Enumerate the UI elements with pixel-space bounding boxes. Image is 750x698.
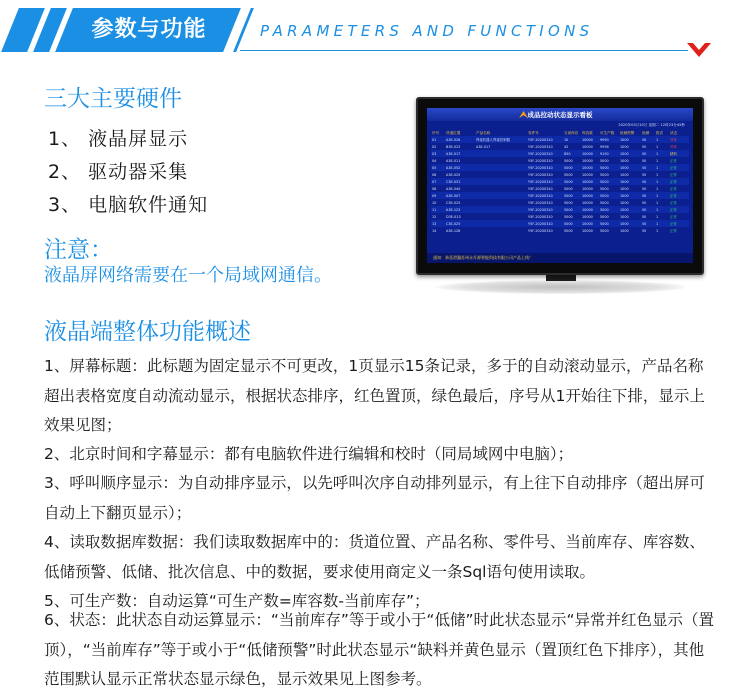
table-cell: Y5F-20200310 — [527, 227, 563, 234]
table-cell: 5000 — [563, 178, 581, 185]
table-header-cell: 可生产数 — [600, 130, 615, 135]
table-row — [431, 227, 689, 234]
table-cell: 5000 — [599, 178, 619, 185]
table-cell: 50 — [641, 178, 655, 185]
table-cell: Y5F-20200310 — [527, 192, 563, 199]
table-cell: 5000 — [563, 157, 581, 164]
table-cell: D3E-013 — [445, 213, 475, 220]
table-row — [431, 164, 689, 171]
overview-paragraph-6: 6、状态：此状态自动运算显示：“当前库存”等于或小于“低储”时此状态显示“异常并红色显示（置顶），“当前库存”等于或小于“低储预警”时此状态显示“缺料并黄色显示（置顶红色下排序），其他范围默认显示正常状态显示绿色，显示效果见上图参考。 — [44, 611, 715, 688]
table-cell: 10000 — [581, 143, 599, 150]
table-cell: 1 — [655, 192, 669, 199]
table-cell: 1 — [655, 136, 669, 143]
table-cell: Y5F-20200310 — [527, 171, 563, 178]
status-cell: 正常 — [669, 220, 689, 227]
table-cell: Y5F-20200310 — [527, 164, 563, 171]
table-cell — [475, 150, 527, 157]
table-cell: 5000 — [599, 157, 619, 164]
table-cell: 10000 — [581, 192, 599, 199]
table-header-cell: 货道位置 — [446, 130, 461, 135]
table-cell: 5000 — [599, 199, 619, 206]
table-cell: 5000 — [599, 185, 619, 192]
status-cell: 正常 — [669, 164, 689, 171]
table-cell: 10000 — [581, 164, 599, 171]
table-row — [431, 157, 689, 164]
table-header-cell: 产品名称 — [476, 130, 491, 135]
table-cell: 10000 — [581, 136, 599, 143]
table-cell: 1000 — [619, 171, 641, 178]
table-cell: 07 — [431, 178, 445, 185]
table-cell: Y5F-20200310 — [527, 213, 563, 220]
table-cell: 1 — [655, 220, 669, 227]
table-cell: 1000 — [619, 136, 641, 143]
monitor-stand — [546, 275, 576, 281]
table-cell — [475, 178, 527, 185]
hardware-item-3: 3、 电脑软件通知 — [48, 194, 209, 216]
screen-title: 成品拉动状态显示看板 — [527, 111, 593, 119]
table-cell: 05 — [431, 164, 445, 171]
table-cell — [475, 164, 527, 171]
table-row — [431, 150, 689, 157]
table-cell: 1000 — [619, 206, 641, 213]
table-cell: Y5F-20200310 — [527, 199, 563, 206]
table-header-cell: 序号 — [432, 130, 440, 135]
table-cell: 5000 — [599, 227, 619, 234]
table-cell: A3E-026 — [445, 136, 475, 143]
table-cell: A3E-017 — [445, 150, 475, 157]
table-row — [431, 185, 689, 192]
table-cell: Y5F-20200310 — [527, 150, 563, 157]
table-cell: 50 — [641, 143, 655, 150]
hardware-item-1: 1、 液晶屏显示 — [48, 128, 189, 150]
table-header-cell: 低储预警 — [620, 130, 635, 135]
table-cell: 1000 — [619, 164, 641, 171]
table-cell: 10000 — [581, 227, 599, 234]
table-header-cell: 零件号 — [528, 130, 539, 135]
table-cell: C3E-025 — [445, 199, 475, 206]
table-cell: 50 — [641, 220, 655, 227]
table-cell: 850 — [563, 150, 581, 157]
table-cell: 1000 — [619, 185, 641, 192]
table-cell — [475, 157, 527, 164]
table-cell: 焊接机器人焊接控制器 — [475, 136, 527, 143]
table-row — [431, 178, 689, 185]
note-heading: 注意： — [44, 237, 113, 263]
table-cell: Y5F-20200310 — [527, 143, 563, 150]
table-cell: 10000 — [581, 157, 599, 164]
table-cell: 1 — [655, 178, 669, 185]
status-cell: 正常 — [669, 213, 689, 220]
table-cell: 1 — [655, 185, 669, 192]
status-cell: 正常 — [669, 157, 689, 164]
table-cell: Y5F-20200310 — [527, 157, 563, 164]
table-cell: 5000 — [599, 164, 619, 171]
table-cell: Y5F-20200310 — [527, 185, 563, 192]
overview-paragraph-4: 4、读取数据库数据：我们读取数据库中的：货道位置、产品名称、零件号、当前库存、库容数、低储预警、低储、批次信息、中的数据，要求使用商定义一条Sql语句使用读取。 — [44, 533, 705, 581]
table-cell: 5000 — [563, 164, 581, 171]
table-cell: 50 — [641, 185, 655, 192]
table-row — [431, 136, 689, 143]
table-row — [431, 171, 689, 178]
table-cell — [475, 213, 527, 220]
table-cell: 5000 — [563, 206, 581, 213]
table-cell: 01 — [431, 136, 445, 143]
status-cell: 异常 — [669, 143, 689, 150]
status-cell: 正常 — [669, 178, 689, 185]
table-cell: 5000 — [563, 171, 581, 178]
table-row — [431, 143, 689, 150]
table-cell: 1 — [655, 199, 669, 206]
status-cell: 正常 — [669, 192, 689, 199]
table-cell: 50 — [641, 213, 655, 220]
table-row — [431, 213, 689, 220]
table-cell: 9990 — [599, 136, 619, 143]
table-cell: 10000 — [581, 220, 599, 227]
table-cell: 1000 — [619, 178, 641, 185]
table-cell: 10000 — [581, 206, 599, 213]
table-cell: 1000 — [619, 220, 641, 227]
table-cell: 50 — [641, 227, 655, 234]
table-cell: 1000 — [619, 227, 641, 234]
table-cell: 5000 — [563, 192, 581, 199]
table-header-cell: 状态 — [670, 130, 678, 135]
table-cell: 5000 — [563, 227, 581, 234]
status-table — [431, 130, 689, 234]
hardware-heading: 三大主要硬件 — [44, 86, 182, 112]
table-cell: 5000 — [599, 171, 619, 178]
table-cell: 5000 — [599, 220, 619, 227]
table-cell — [475, 206, 527, 213]
status-table-body — [431, 136, 689, 234]
table-cell: 10000 — [581, 171, 599, 178]
lcd-monitor — [416, 97, 704, 275]
table-cell: 50 — [641, 199, 655, 206]
table-cell: Y5F-20200310 — [527, 220, 563, 227]
table-cell: 03 — [431, 150, 445, 157]
table-cell: 10000 — [581, 185, 599, 192]
table-row — [431, 192, 689, 199]
table-cell: 10 — [431, 199, 445, 206]
table-cell: A3E-011 — [445, 157, 475, 164]
table-cell — [475, 220, 527, 227]
table-cell: 9150 — [599, 150, 619, 157]
overview-paragraph-2: 2、北京时间和字幕显示：都有电脑软件进行编辑和校时（同局域网中电脑）； — [44, 445, 574, 463]
table-cell: Y5F-20200310 — [527, 178, 563, 185]
table-cell: C3E-025 — [445, 220, 475, 227]
table-cell: 1000 — [619, 199, 641, 206]
table-cell: 1 — [655, 157, 669, 164]
status-cell: 正常 — [669, 185, 689, 192]
table-cell — [475, 171, 527, 178]
table-cell: Y5F-20200310 — [527, 206, 563, 213]
table-cell: 50 — [641, 164, 655, 171]
table-cell: 10000 — [581, 213, 599, 220]
table-cell: 1000 — [619, 157, 641, 164]
table-cell: 5000 — [563, 199, 581, 206]
table-cell: 10000 — [581, 150, 599, 157]
table-cell: C3E-031 — [445, 178, 475, 185]
status-cell: 正常 — [669, 227, 689, 234]
table-header-cell: 库容数 — [582, 130, 593, 135]
table-cell: Y5F-20200310 — [527, 136, 563, 143]
table-cell — [475, 185, 527, 192]
table-cell: A3E-044 — [445, 185, 475, 192]
table-cell: A3E-123 — [445, 206, 475, 213]
table-cell: 04 — [431, 157, 445, 164]
table-cell: 1 — [655, 213, 669, 220]
table-header-cell: 当前库存 — [564, 130, 579, 135]
table-cell: 9958 — [599, 143, 619, 150]
table-cell: 50 — [641, 157, 655, 164]
table-cell: 50 — [641, 192, 655, 199]
table-cell: 50 — [641, 171, 655, 178]
table-cell: 1 — [655, 143, 669, 150]
table-cell: 13 — [431, 220, 445, 227]
monitor-screen — [427, 108, 693, 263]
table-cell: 5000 — [599, 206, 619, 213]
banner-underline — [240, 50, 688, 51]
overview-heading: 液晶端整体功能概述 — [44, 319, 251, 345]
table-cell: 08 — [431, 185, 445, 192]
note-text: 液晶屏网络需要在一个局域网通信。 — [44, 265, 332, 286]
chevron-down-icon — [686, 42, 712, 58]
table-cell: 06 — [431, 171, 445, 178]
table-cell: 1 — [655, 206, 669, 213]
hardware-item-2: 2、 驱动器采集 — [48, 161, 189, 183]
table-cell: 02 — [431, 143, 445, 150]
table-header-cell: 批次 — [656, 130, 664, 135]
table-cell: 50 — [641, 206, 655, 213]
status-cell: 正常 — [669, 206, 689, 213]
status-cell: 缺料 — [669, 150, 689, 157]
table-cell: 14 — [431, 227, 445, 234]
table-cell: 10000 — [581, 178, 599, 185]
table-cell: 10000 — [581, 199, 599, 206]
table-cell: 1 — [655, 227, 669, 234]
table-cell: 5000 — [599, 192, 619, 199]
status-cell: 异常 — [669, 136, 689, 143]
overview-paragraph-5: 5、可生产数：自动运算“可生产数=库容数-当前库存”； — [44, 592, 430, 610]
table-cell: 1000 — [619, 143, 641, 150]
table-cell: 5000 — [563, 220, 581, 227]
table-cell — [475, 227, 527, 234]
table-cell: A3E-025 — [445, 171, 475, 178]
table-cell: 5000 — [563, 213, 581, 220]
table-cell: 12 — [431, 213, 445, 220]
table-header-cell: 低储 — [642, 130, 650, 135]
table-row — [431, 220, 689, 227]
banner-title-cn: 参数与功能 — [91, 17, 207, 42]
table-cell: 1000 — [619, 192, 641, 199]
table-cell: A3E-128 — [445, 227, 475, 234]
overview-paragraph-1: 1、屏幕标题：此标题为固定显示不可更改，1页显示15条记录，多于的自动滚动显示，产品名称超出表格宽度自动流动显示，根据状态排序，红色置顶，绿色最后，序号从1开始往下排，显示上效果见图； — [44, 357, 705, 434]
table-cell: 1000 — [619, 150, 641, 157]
banner-title-en: PARAMETERS AND FUNCTIONS — [260, 22, 594, 40]
status-cell: 正常 — [669, 171, 689, 178]
table-cell: 11 — [431, 206, 445, 213]
table-cell: 42 — [563, 143, 581, 150]
status-cell: 正常 — [669, 199, 689, 206]
table-cell: A3E-007 — [445, 192, 475, 199]
table-cell: 09 — [431, 192, 445, 199]
table-cell: 50 — [641, 150, 655, 157]
table-cell: 1 — [655, 171, 669, 178]
table-cell: 1 — [655, 150, 669, 157]
table-row — [431, 206, 689, 213]
screen-notice: 通知：恭喜泄漏苏州永升源智能科技有限公司产品上线！ — [427, 253, 693, 263]
table-cell: B3E-023 — [445, 143, 475, 150]
table-cell: 1000 — [619, 213, 641, 220]
table-cell — [475, 192, 527, 199]
table-cell: 10 — [563, 136, 581, 143]
table-cell — [475, 199, 527, 206]
section-banner — [0, 0, 750, 58]
table-cell: A3E-017 — [475, 143, 527, 150]
table-cell: 50 — [641, 136, 655, 143]
table-cell: A3E-052 — [445, 164, 475, 171]
screen-time: 2020年03月10日 星期二 12时23分45秒 — [618, 123, 685, 127]
monitor-stand-shadow — [436, 280, 686, 294]
table-row — [431, 199, 689, 206]
table-cell: 1 — [655, 164, 669, 171]
table-cell: 5000 — [599, 213, 619, 220]
overview-paragraph-3: 3、呼叫顺序显示：为自动排序显示，以先呼叫次序自动排列显示，有上往下自动排序（超出屏可自动上下翻页显示）； — [44, 474, 705, 522]
table-cell: 5000 — [563, 185, 581, 192]
